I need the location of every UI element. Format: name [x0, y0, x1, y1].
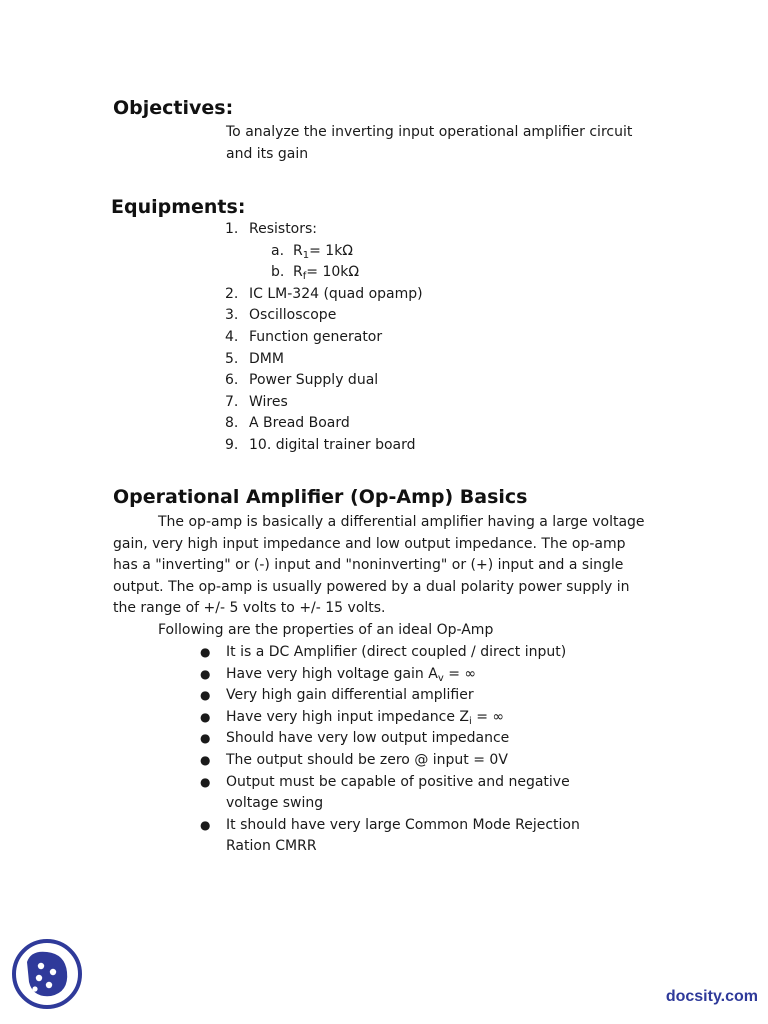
- bullet-icon: ●: [200, 666, 211, 681]
- basics-heading: Operational Amplifier (Op-Amp) Basics: [113, 486, 528, 508]
- equipment-label: Resistors:: [249, 221, 318, 237]
- equipment-label: Wires: [249, 393, 288, 410]
- property-item: ● It is a DC Amplifier (direct coupled / direct input): [200, 642, 650, 664]
- equipment-label: A Bread Board: [249, 415, 350, 432]
- bullet-icon: ●: [200, 817, 211, 832]
- objectives-heading: Objectives:: [113, 97, 234, 119]
- properties-list: [200, 642, 650, 858]
- objectives-line-2: and its gain: [226, 146, 309, 162]
- equipment-label: Oscilloscope: [249, 307, 337, 324]
- property-item: ● Very high gain differential amplifier: [200, 685, 650, 707]
- bullet-icon: ●: [200, 752, 211, 767]
- objectives-line-1: To analyze the inverting input operational amplifier circuit: [226, 124, 633, 140]
- basics-paragraph: The op-amp is basically a differential amplifier having a large voltage gain, very high input impedance and low output impedance. The op-amp has a "inverting" or (-) input and "noninverting" or (+) input and a single output. The op-amp is usually powered by a dual polarity power supply in the range of +/- 5 volts to +/- 15 volts.: [113, 514, 645, 617]
- properties-intro: Following are the properties of an ideal Op-Amp: [158, 622, 494, 638]
- property-item: ● Should have very low output impedance: [200, 728, 650, 750]
- property-item: ● Have very high voltage gain $A_v$ = ∞: [200, 665, 477, 684]
- docsity-logo-icon[interactable]: [11, 938, 83, 1010]
- bullet-icon: ●: [200, 645, 211, 659]
- docsity-link[interactable]: docsity.com: [665, 988, 758, 1005]
- property-item: ● Output must be capable of positive and negative voltage swing: [200, 773, 570, 812]
- equipment-label: Function generator: [249, 328, 383, 345]
- bullet-icon: ●: [200, 688, 211, 703]
- property-item: ● It should have very large Common Mode Rejection Ration CMRR: [200, 816, 580, 855]
- bullet-icon: ●: [200, 774, 211, 789]
- property-item: ● Have very high input impedance $Z_i$ = ∞: [200, 708, 505, 727]
- equipment-label: Power Supply dual: [249, 372, 379, 389]
- equipment-label: 10. digital trainer board: [249, 436, 416, 453]
- equipment-label: IC LM-324 (quad opamp): [249, 285, 423, 302]
- property-item: ● The output should be zero @ input = 0V: [200, 750, 650, 772]
- equipments-heading: Equipments:: [111, 196, 246, 218]
- bullet-icon: ●: [200, 731, 211, 746]
- bullet-icon: ●: [200, 709, 211, 724]
- equipment-label: DMM: [249, 350, 284, 367]
- document-page: Objectives: To analyze the inverting input operational amplifier circuit and its gain Equipments: 1. Resistors: a. $R_1= 1k\Omega$ b. $R_f= 10k\Omega$ 2. IC LM-324 (quad opamp) 3. Oscilloscope 4. Function generator 5. DMM 6. Power Supply dual 7. Wires 8. A Bread Board 9. 10. digital trainer board Operational Amplifier (Op-Amp) Basics The op-amp is basically a differential amplifier having a large voltage gain, very high input impedance and low output impedance. The op-amp has a "inverting" or (-) input and "noninverting" or (+) input and a single output. The op-amp is usually powered by a dual polarity power supply in the range of +/- 5 volts to +/- 15 volts. Following are the properties of an ideal Op-Amp ● It is a DC Amplifier (direct coupled / direct input) ● Have very high voltage gain $A_v$ = ∞ ● Very high gain differential amplifier ● Have very high input impedance $Z_i$ = ∞ ● Should have very low output impedance ● The output should be zero @ input = 0V ● Output must be capable of positive and negative voltage swing ● It should have very large Common Mode Rejection Ration CMRR docsity.com: [0, 0, 768, 1024]
